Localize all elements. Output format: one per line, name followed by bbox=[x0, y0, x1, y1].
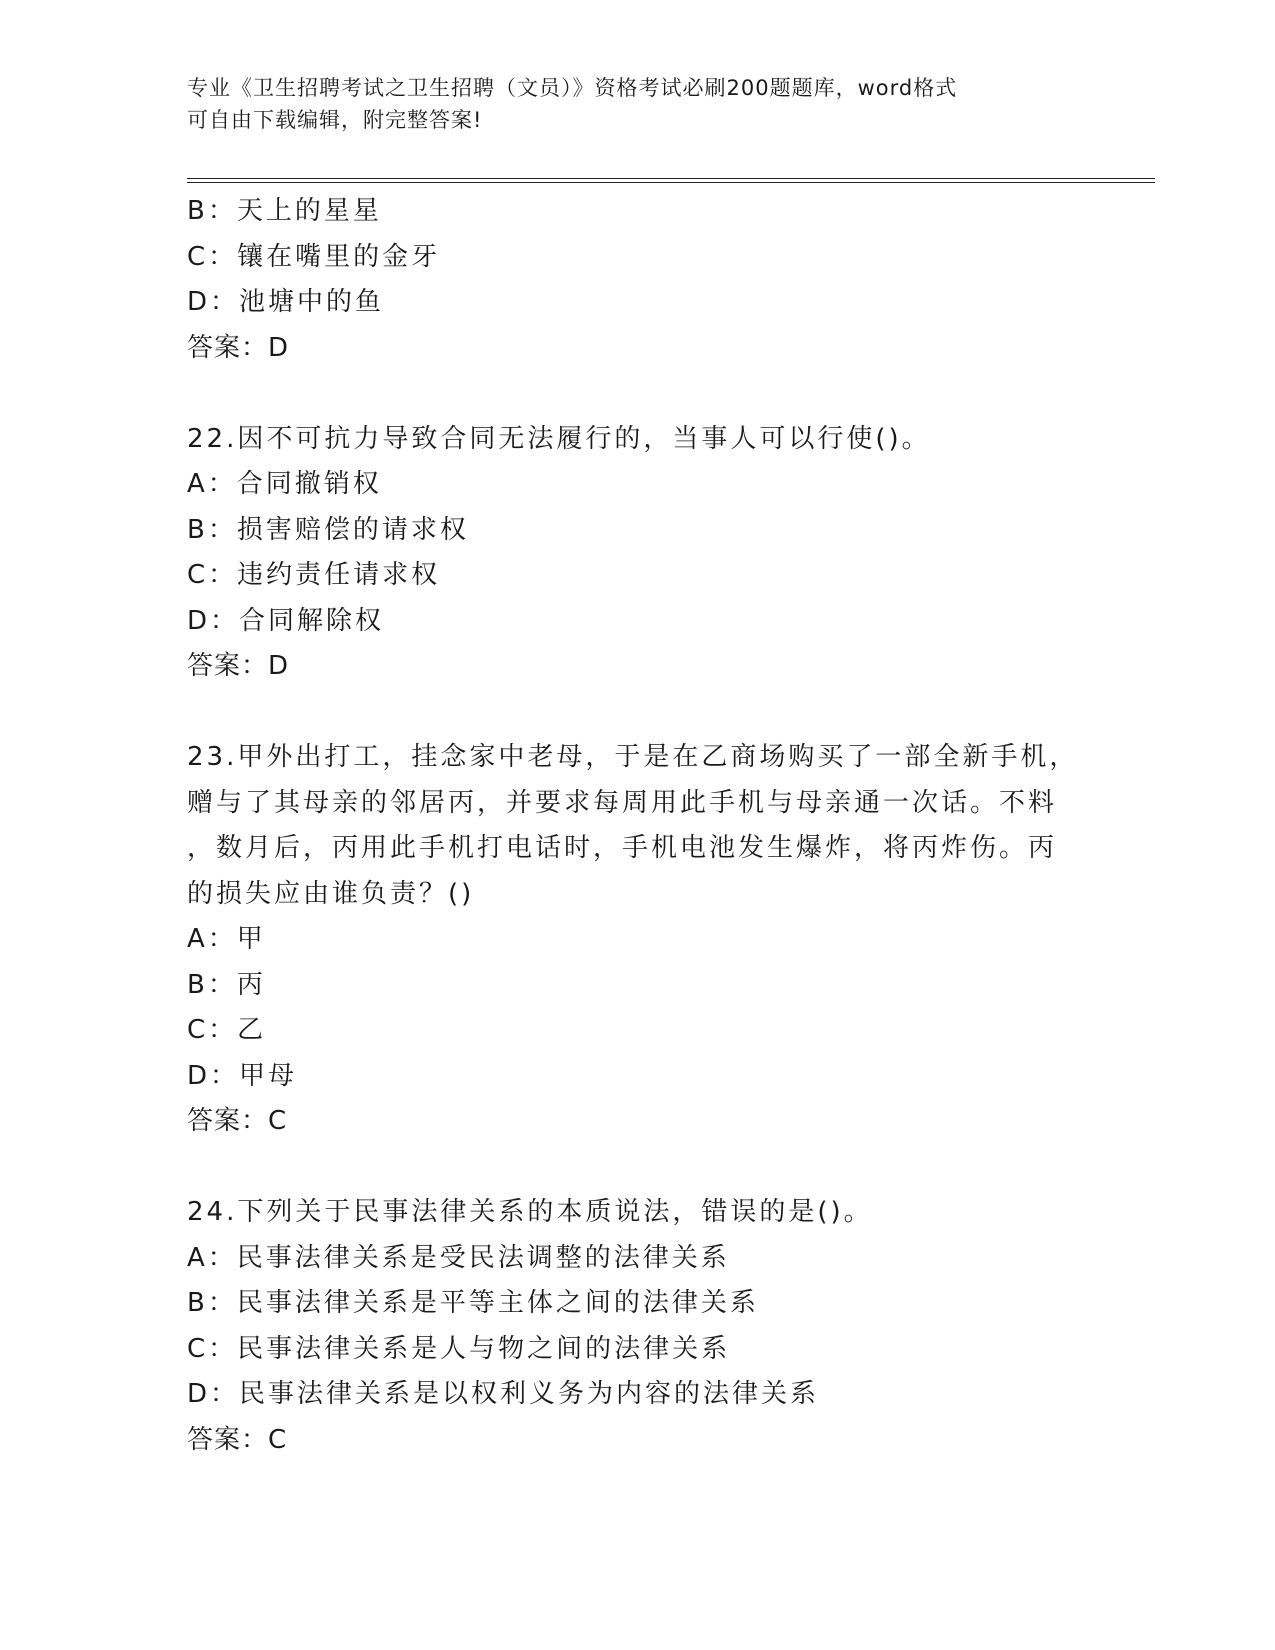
question-list bbox=[187, 189, 1087, 1463]
answer-line: 答案：C bbox=[187, 1424, 288, 1455]
spacer bbox=[187, 690, 1087, 736]
option-a: A：民事法律关系是受民法调整的法律关系 bbox=[187, 1242, 730, 1273]
question-stem-line: ，数月后，丙用此手机打电话时，手机电池发生爆炸，将丙炸伤。丙 bbox=[187, 833, 1058, 863]
question-stem bbox=[187, 735, 1087, 917]
option-d: D：民事法律关系是以权利义务为内容的法律关系 bbox=[187, 1379, 820, 1409]
spacer bbox=[187, 1145, 1087, 1191]
header-line-2: 可自由下载编辑，附完整答案! bbox=[187, 108, 483, 132]
prev-question-block bbox=[187, 189, 1087, 371]
option-c: C：镶在嘴里的金牙 bbox=[187, 241, 441, 272]
answer-line: 答案：C bbox=[187, 1106, 288, 1136]
question-stem-line: 赠与了其母亲的邻居丙，并要求每周用此手机与母亲通一次话。不料 bbox=[187, 787, 1058, 818]
option-b: B：天上的星星 bbox=[187, 196, 382, 226]
spacer bbox=[187, 371, 1087, 417]
question-stem: 22.因不可抗力导致合同无法履行的，当事人可以行使()。 bbox=[187, 423, 931, 454]
option-a: A：甲 bbox=[187, 924, 266, 954]
option-c: C：乙 bbox=[187, 1015, 267, 1045]
answer-line: 答案：D bbox=[187, 332, 290, 363]
option-a: A：合同撤销权 bbox=[187, 469, 382, 499]
document-header bbox=[187, 72, 1087, 136]
question-stem: 24.下列关于民事法律关系的本质说法，错误的是()。 bbox=[187, 1197, 873, 1227]
option-d: D：甲母 bbox=[187, 1060, 298, 1091]
question-23 bbox=[187, 735, 1087, 1145]
header-divider-top bbox=[187, 178, 1155, 179]
question-22 bbox=[187, 417, 1087, 690]
option-d: D：池塘中的鱼 bbox=[187, 287, 385, 317]
question-24 bbox=[187, 1190, 1087, 1463]
question-stem-line: 的损失应由谁负责？() bbox=[187, 878, 475, 909]
option-b: B：损害赔偿的请求权 bbox=[187, 514, 469, 545]
option-c: C：违约责任请求权 bbox=[187, 560, 441, 590]
option-d: D：合同解除权 bbox=[187, 605, 385, 636]
option-b: B：民事法律关系是平等主体之间的法律关系 bbox=[187, 1288, 759, 1318]
option-b: B：丙 bbox=[187, 969, 266, 1000]
question-stem-line: 23.甲外出打工，挂念家中老母，于是在乙商场购买了一部全新手机， bbox=[187, 742, 1079, 772]
header-divider-bottom bbox=[187, 182, 1155, 183]
header-line-1: 专业《卫生招聘考试之卫生招聘（文员）》资格考试必刷200题题库，word格式 bbox=[187, 76, 958, 100]
option-c: C：民事法律关系是人与物之间的法律关系 bbox=[187, 1333, 731, 1364]
answer-line: 答案：D bbox=[187, 651, 290, 681]
